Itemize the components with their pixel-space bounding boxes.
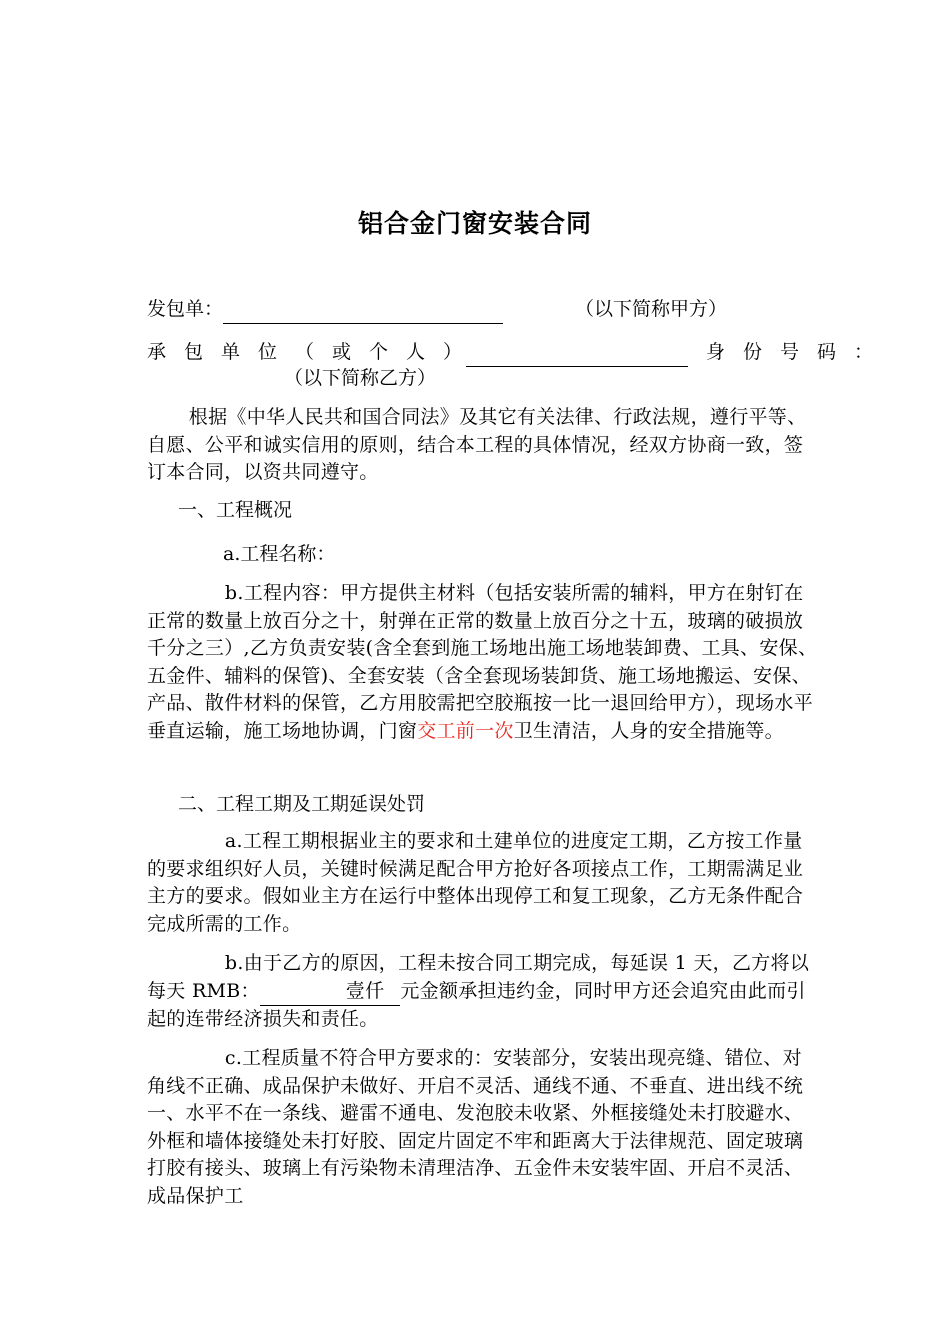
section2-item-b-tail: 元金额承担违约金，同时甲方还会追究由此而引起的连带经济损失和责任。	[147, 979, 806, 1030]
section1-heading: 一、工程概况	[178, 499, 293, 521]
party-a-line	[147, 296, 727, 324]
penalty-amount: 壹仟	[260, 978, 401, 1007]
section2-item-b-text: b.由于乙方的原因，工程未按合同工期完成，每延误 1 天，乙方将以每天 RMB：	[147, 952, 810, 1002]
party-b-label: 承包单位（或个人）	[147, 341, 481, 363]
section1-item-b	[147, 580, 819, 745]
party-a-label: 发包单：	[147, 298, 224, 320]
section1-item-b-text: b.工程内容：甲方提供主材料（包括安装所需的辅料，甲方在射钉在正常的数量上放百分之十，射弹在正常的数量上放百分之十五，玻璃的破损放千分之三）,乙方负责安装(含全套到施工场地出施工场地装卸费、工具、安保、五金件、辅料的保管)、全套安装（含全套现场装卸货、施工场地搬运、安保、产品、散件材料的保管，乙方用胶需把空胶瓶按一比一退回给甲方），现场水平垂直运输，施工场地协调，门窗	[147, 582, 818, 742]
party-b-blank[interactable]	[466, 339, 688, 367]
section2-item-b	[147, 950, 819, 1034]
contract-title: 铝合金门窗安装合同	[357, 209, 592, 238]
section2-item-c: c.工程质量不符合甲方要求的：安装部分，安装出现亮缝、错位、对角线不正确、成品保护未做好、开启不灵活、通线不通、不垂直、进出线不统一、水平不在一条线、避雷不通电、发泡胶未收紧、外框接缝处未打胶避水、外框和墙体接缝处未打好胶、固定片固定不牢和距离大于法律规范、固定玻璃打胶有接头、玻璃上有污染物未清理洁净、五金件未安装牢固、开启不灵活、成品保护工	[147, 1047, 804, 1207]
section1-item-b-tail: 卫生清洁，人身的安全措施等。	[513, 719, 784, 742]
party-a-blank[interactable]	[223, 296, 503, 324]
party-b-line	[147, 339, 891, 367]
section1-item-a: a.工程名称：	[223, 543, 336, 565]
highlight-text: 交工前一次	[417, 719, 514, 742]
intro-paragraph: 根据《中华人民共和国合同法》及其它有关法律、行政法规，遵行平等、自愿、公平和诚实信用的原则，结合本工程的具体情况，经双方协商一致，签订本合同，以资共同遵守。	[147, 406, 807, 483]
party-b-note: （以下简称乙方）	[284, 367, 437, 389]
section2-heading: 二、工程工期及工期延误处罚	[178, 793, 426, 815]
party-b-id-label: 身份号码：	[706, 341, 892, 363]
section2-item-a: a.工程工期根据业主的要求和土建单位的进度定工期，乙方按工作量的要求组织好人员，关键时候满足配合甲方抢好各项接点工作，工期需满足业主方的要求。假如业主方在运行中整体出现停工和复工现象，乙方无条件配合完成所需的工作。	[147, 830, 804, 935]
party-a-note: （以下简称甲方）	[575, 298, 728, 320]
